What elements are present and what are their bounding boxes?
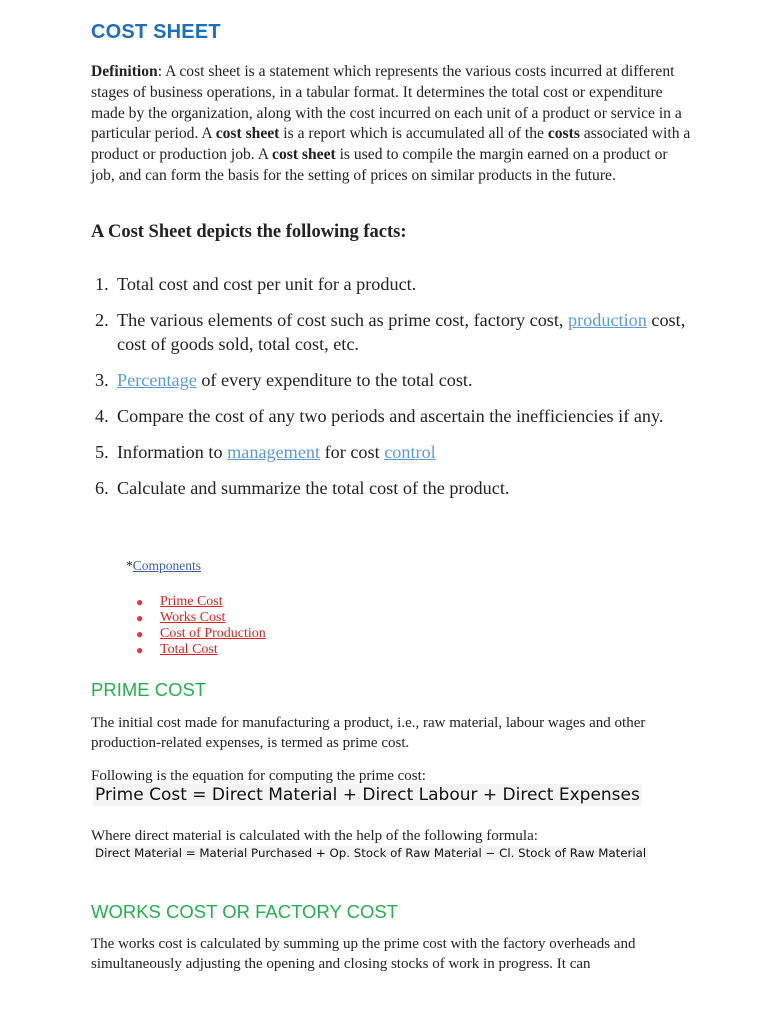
definition-text-2: is a report which is accumulated all of the — [279, 125, 548, 143]
list-item — [95, 272, 695, 296]
list-item-text: Information to — [117, 442, 228, 462]
prime-cost-equation-intro: Following is the equation for computing the prime cost: — [91, 768, 426, 784]
list-item-text: for cost — [320, 442, 385, 462]
bullet-icon: ● — [136, 595, 144, 609]
definition-bold-1: cost sheet — [215, 125, 280, 143]
prime-cost-heading: PRIME COST — [91, 679, 207, 700]
list-number: 3. — [95, 370, 109, 390]
list-item-text: Compare the cost of any two periods and ascertain the inefficiencies if any. — [117, 406, 664, 426]
works-cost-link[interactable]: Works Cost — [160, 610, 226, 625]
list-item — [95, 476, 695, 500]
list-item — [95, 368, 695, 392]
management-link[interactable]: management — [227, 442, 321, 462]
prime-cost-link[interactable]: Prime Cost — [160, 594, 223, 609]
list-item-text: of every expenditure to the total cost. — [196, 370, 473, 390]
works-cost-paragraph: The works cost is calculated by summing up the prime cost with the factory overheads and simultaneously adjusting the opening and closing stocks of work in progress. It can — [91, 936, 636, 972]
definition-bold-3: cost sheet — [272, 146, 336, 164]
facts-list — [95, 272, 695, 512]
definition-bold-2: costs — [547, 125, 580, 143]
total-cost-link[interactable]: Total Cost — [160, 642, 218, 657]
definition-text-1: : A cost sheet is a statement which represents the various costs incurred at different stages of business operations, in a tabular format. It determines the total cost or expenditure made by the organization, along with the cost incurred on each unit of a product or service in a particular period. A — [91, 63, 682, 143]
list-item-text: The various elements of cost such as prime cost, factory cost, — [117, 310, 569, 330]
list-item — [95, 440, 695, 464]
asterisk: * — [126, 558, 133, 573]
direct-material-intro: Where direct material is calculated with the help of the following formula: — [91, 828, 538, 844]
list-item — [136, 610, 266, 626]
list-number: 2. — [95, 310, 109, 330]
works-cost-heading: WORKS COST OR FACTORY COST — [91, 901, 399, 922]
list-number: 6. — [95, 478, 109, 498]
components-link[interactable]: Components — [132, 558, 202, 573]
control-link[interactable]: control — [384, 442, 436, 462]
list-item-text: cost, cost of goods sold, total cost, etc. — [117, 310, 686, 354]
definition-label: Definition — [91, 63, 158, 80]
components-label — [126, 558, 201, 574]
facts-heading: A Cost Sheet depicts the following facts: — [91, 222, 407, 242]
components-list — [136, 594, 266, 658]
list-item — [136, 594, 266, 610]
percentage-link[interactable]: Percentage — [117, 370, 197, 390]
bullet-icon: ● — [136, 643, 144, 657]
bullet-icon: ● — [136, 627, 144, 641]
page-title: COST SHEET — [91, 21, 221, 43]
definition-text-4: is used to compile the margin earned on a product or job, and can form the basis for the setting of prices on similar products in the future. — [91, 146, 668, 184]
list-item — [136, 642, 266, 658]
prime-cost-paragraph: The initial cost made for manufacturing a product, i.e., raw material, labour wages and other production-related expenses, is termed as prime cost. — [91, 715, 646, 751]
list-item — [95, 308, 695, 356]
prime-cost-equation: Prime Cost = Direct Material + Direct Labour + Direct Expenses — [95, 785, 640, 805]
definition-paragraph — [91, 62, 691, 187]
list-item-text: Calculate and summarize the total cost of the product. — [117, 478, 510, 498]
list-number: 1. — [95, 274, 109, 294]
list-item — [136, 626, 266, 642]
list-number: 5. — [95, 442, 109, 462]
production-link[interactable]: production — [568, 310, 647, 330]
cost-of-production-link[interactable]: Cost of Production — [160, 626, 266, 641]
list-number: 4. — [95, 406, 109, 426]
list-item — [95, 404, 695, 428]
direct-material-equation: Direct Material = Material Purchased + Op. Stock of Raw Material − Cl. Stock of Raw Material — [95, 846, 647, 860]
list-item-text: Total cost and cost per unit for a product. — [117, 274, 417, 294]
bullet-icon: ● — [136, 611, 144, 625]
definition-text-3: associated with a product or production job. A — [91, 125, 691, 164]
